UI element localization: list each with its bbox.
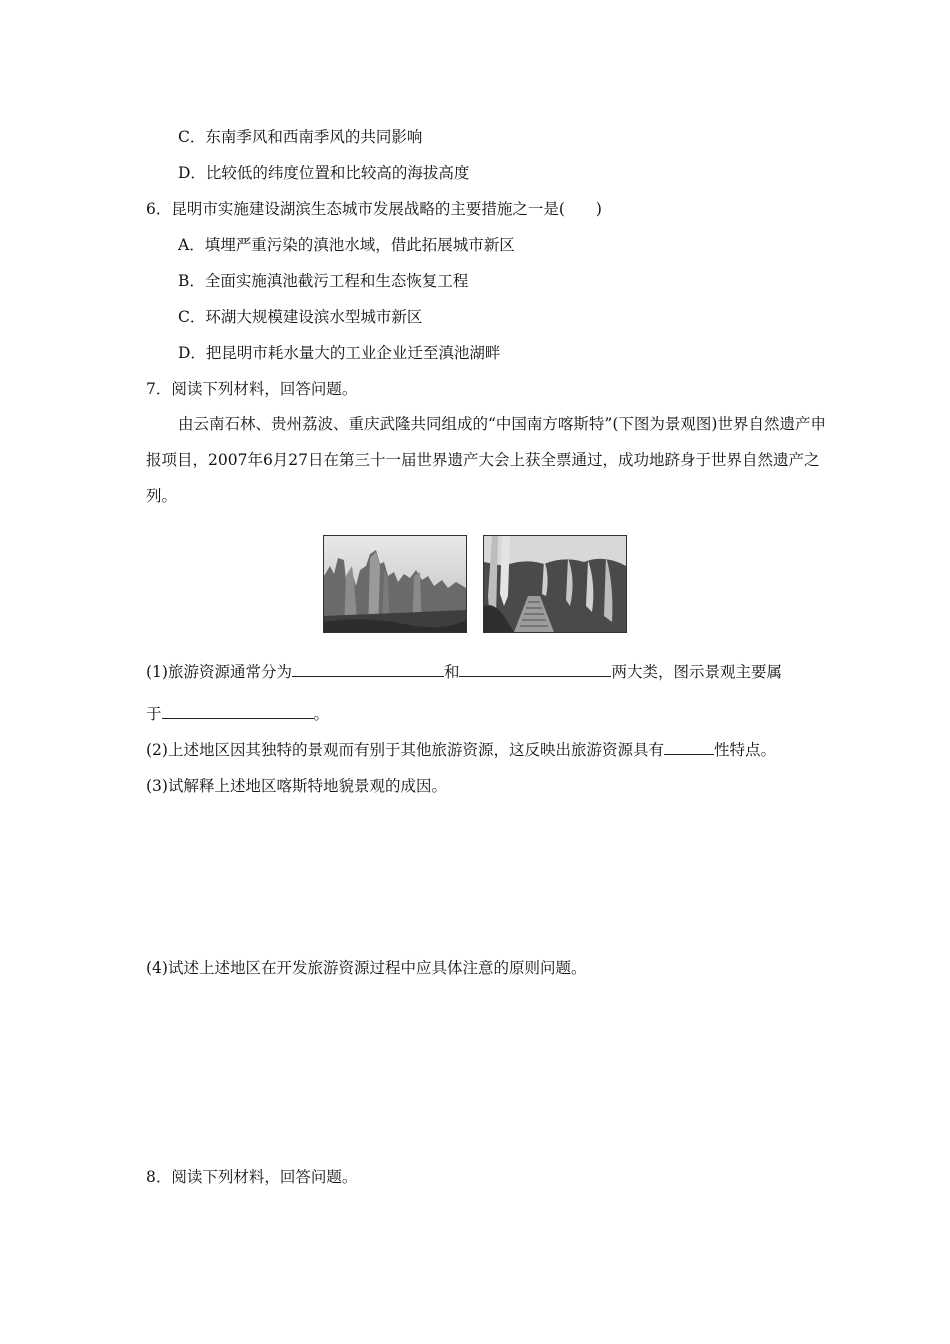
q7-sub2-text-b: 性特点。 — [713, 741, 776, 759]
q7-material: 由云南石林、贵州荔波、重庆武隆共同组成的“中国南方喀斯特”(下图为景观图)世界自然遗产申报项目，2007年6月27日在第三十一届世界遗产大会上获全票通过，成功地跻身于世界自然遗产之列。 — [146, 415, 826, 505]
q7-sub1-text-c: 两大类，图示景观主要属 — [611, 663, 782, 681]
q6-option-d: D．把昆明市耗水量大的工业企业迁至滇池湖畔 — [178, 344, 501, 362]
q7-stem: 7．阅读下列材料，回答问题。 — [146, 380, 358, 398]
q7-sub1-blank-1[interactable] — [292, 662, 444, 677]
q6-option-a: A．填埋严重污染的滇池水域，借此拓展城市新区 — [178, 236, 515, 254]
q7-sub1-blank-3[interactable] — [162, 704, 314, 719]
q5-option-d: D．比较低的纬度位置和比较高的海拔高度 — [178, 164, 470, 182]
q6-stem: 6．昆明市实施建设湖滨生态城市发展战略的主要措施之一是( ) — [146, 200, 602, 218]
q7-sub1-text-b: 和 — [443, 663, 460, 681]
q7-sub4: (4)试述上述地区在开发旅游资源过程中应具体注意的原则问题。 — [146, 959, 587, 977]
q7-sub2-text-a: (2)上述地区因其独特的景观而有别于其他旅游资源，这反映出旅游资源具有 — [146, 741, 664, 759]
q8-stem: 8．阅读下列材料，回答问题。 — [146, 1168, 358, 1186]
q6-option-b: B．全面实施滇池截污工程和生态恢复工程 — [178, 272, 469, 290]
karst-cave-photo — [483, 535, 627, 633]
q7-sub2-blank[interactable] — [664, 740, 714, 755]
q6-option-c: C．环湖大规模建设滨水型城市新区 — [178, 308, 423, 326]
q7-sub1-line2 — [146, 704, 329, 724]
q7-sub1-line1 — [146, 662, 782, 682]
q7-sub1-text-a: (1)旅游资源通常分为 — [146, 663, 292, 681]
stone-forest-photo — [323, 535, 467, 633]
q7-sub1-blank-2[interactable] — [459, 662, 611, 677]
q7-sub3: (3)试解释上述地区喀斯特地貌景观的成因。 — [146, 777, 447, 795]
q7-sub1-text-d: 于 — [146, 705, 162, 723]
q7-sub1-text-e: 。 — [313, 705, 330, 723]
q5-option-c: C．东南季风和西南季风的共同影响 — [178, 128, 423, 146]
q7-sub2 — [146, 740, 776, 760]
